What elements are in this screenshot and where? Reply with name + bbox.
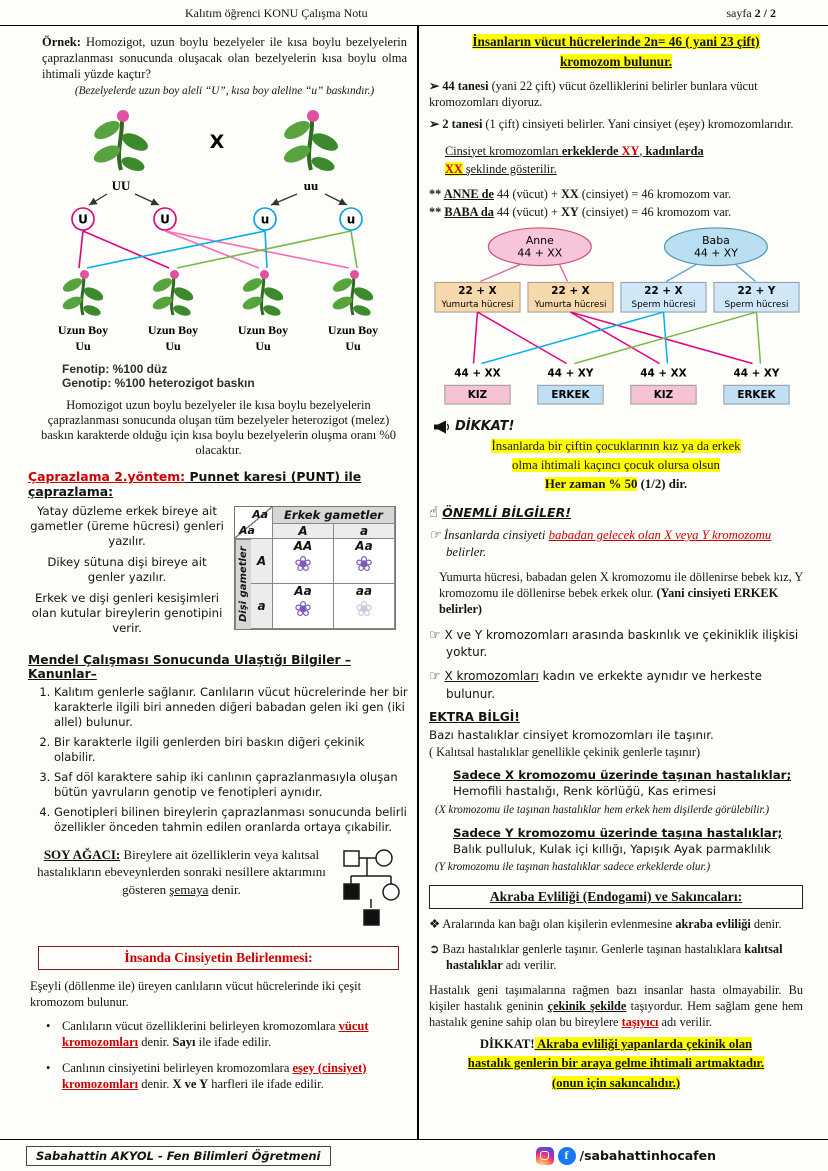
female-gamete-A: A xyxy=(251,539,273,584)
offspring-plant-3 xyxy=(240,270,284,318)
zygote-3: 44 + XX xyxy=(640,367,687,380)
page-header xyxy=(0,0,828,26)
offspring-genotype: Uu xyxy=(254,339,271,354)
x-chromosome-note: ☞ X kromozomları kadın ve erkekte aynıdır ve herkeste bulunur. xyxy=(429,669,763,701)
sex-result-3: KIZ xyxy=(653,389,674,402)
consanguineous-definition: ❖ Aralarında kan bağı olan kişilerin evlenmesine akraba evliliği denir. xyxy=(429,917,782,931)
mendel-law-2: 2. Bir karakterle ilgili genlerden biri baskın diğeri çekinik olabilir. xyxy=(54,735,409,765)
page-number xyxy=(726,6,776,21)
sex-chromosome-line: ➢ 2 tanesi (1 çift) cinsiyeti belirler. Yani cinsiyet (eşey) kromozomlarıdır. xyxy=(429,116,794,131)
cell-genotype: AA xyxy=(293,539,313,554)
hand-icon: ☝ xyxy=(429,503,439,522)
sex-result-1: KIZ xyxy=(467,389,488,402)
pedigree-diagram xyxy=(339,846,409,934)
body-chromosomes-bullet: • Canlıların vücut özelliklerini belirleyen kromozomlara vücut kromozomları denir. Sayı ile ifade edilir. xyxy=(46,1019,369,1050)
punnett-heading-red: Çaprazlama 2.yöntem: xyxy=(28,469,186,485)
punnett-heading xyxy=(28,469,409,499)
cell-genotype: Aa xyxy=(294,584,312,599)
punnett-desc-line2: Dikey sütuna dişi bireye ait genler yazılır. xyxy=(47,555,207,585)
hereditary-diseases-definition: ➲ Bazı hastalıklar genlerle taşınır. Genlerle taşınan hastalıklara kalıtsal hastalıklar adı verilir. xyxy=(429,941,783,973)
pedigree-text-end: denir. xyxy=(208,881,241,897)
zygote-1: 44 + XX xyxy=(454,367,501,380)
page-num: 2 / 2 xyxy=(754,6,776,20)
x-linked-diseases xyxy=(453,768,803,800)
mendel-laws-list xyxy=(54,685,409,834)
zygote-2: 44 + XY xyxy=(547,367,594,380)
pedigree-underlined: şemaya xyxy=(169,881,209,897)
flower-icon: ❀ xyxy=(355,597,373,622)
gamete-arrows xyxy=(480,265,755,282)
corner-female-genotype: Aa xyxy=(239,524,255,538)
cell-genotype: Aa xyxy=(355,539,373,554)
offspring-plant-4 xyxy=(330,270,374,318)
punnett-cell-Aa1 xyxy=(334,539,395,584)
punnett-square xyxy=(234,506,396,630)
xy-xx-statement: Cinsiyet kromozomları erkeklerde XY, kadınlarda XX şeklinde gösterilir. xyxy=(445,143,704,176)
megaphone-icon xyxy=(433,420,449,434)
mother-label: Anne xyxy=(525,234,554,248)
male-gamete-A: A xyxy=(273,524,334,539)
pea-cross-diagram xyxy=(33,102,405,358)
punnett-cell-AA xyxy=(273,539,334,584)
attention-block-2: DİKKAT! Akraba evliliği yapanlarda çekinik olan hastalık genlerin bir araya gelme ihtimali artmaktadır. (onun için sakıncalıdır.) xyxy=(467,1037,765,1090)
y-diseases-list: Balık pulluluk, Kulak içi kıllığı, Yapışık Ayak parmaklılık xyxy=(453,841,771,856)
cell-genotype: aa xyxy=(355,584,373,599)
left-column xyxy=(28,32,409,1101)
y-diseases-heading: Sadece Y kromozomu üzerinde taşına hastalıklar; xyxy=(453,825,783,840)
pointer-icon: ☞ xyxy=(429,669,441,685)
punnett-description xyxy=(28,504,226,642)
punnett-heading-rest: Punnet karesi (PUNT) ile çaprazlama: xyxy=(28,469,362,500)
female-gamete-a: a xyxy=(251,584,273,629)
sex-chromosomes-term: eşey (cinsiyet) kromozomları xyxy=(62,1060,367,1091)
mendel-law-3: 3. Saf döl karaktere sahip iki canlının çaprazlanmasıyla oluşan bütün yavruların genotip ve fenotipleri aynıdır. xyxy=(54,770,409,800)
example-label: Örnek: xyxy=(42,35,81,49)
father-label: Baba xyxy=(702,234,730,248)
female-gametes-header: Dişi gametler xyxy=(235,539,251,629)
example-question xyxy=(28,32,409,98)
cross-lines xyxy=(79,231,357,268)
chromosome-count-title: İnsanların vücut hücrelerinde 2n= 46 ( yani 23 çift) kromozom bulunur. xyxy=(472,34,760,69)
sperm1-chromosomes: 22 + X xyxy=(644,285,683,298)
example-body: Homozigot, uzun boylu bezelyeler ile kısa boylu bezelyelerin çaprazlanması sonucunda oluşacak olan bezelyelerin kısa boylu olma ihtimali yüzde kaçtır? xyxy=(42,35,407,81)
x-diseases-note: (X kromozomu ile taşınan hastalıklar hem erkek hem dişilerde görülebilir.) xyxy=(435,804,770,817)
father-chromosomes-line: ** BABA da 44 (vücut) + XY (cinsiyet) = 46 kromozom var. xyxy=(429,205,732,220)
offspring-plant-2 xyxy=(150,270,194,318)
fertilization-lines xyxy=(474,312,761,363)
offspring-label: Uzun Boy xyxy=(327,323,378,338)
attention-header xyxy=(433,419,803,434)
cross-explanation: Homozigot uzun boylu bezelyeler ile kısa boylu bezelyelerin çaprazlanması sonucunda oluşan tüm bezelyeler heterozigot (melez) baskın karakterde olduğu için kısa boylu bezelyelerin oluşma oranı %0 olacaktır. xyxy=(40,398,397,458)
pedigree-text: Bireylere ait özelliklerin veya kalıtsal hastalıkların ebeveynlerden sonraki nesillere aktarımını gösteren xyxy=(37,846,326,897)
parent-plant-2 xyxy=(281,110,340,174)
instagram-icon xyxy=(536,1147,554,1165)
social-handle: /sabahattinhocafen xyxy=(579,1148,716,1163)
consanguineous-marriage-heading: Akraba Evliliği (Endogami) ve Sakıncaları: xyxy=(489,889,743,904)
probability-statement: İnsanlarda bir çiftin çocuklarının kız ya da erkek olma ihtimali kaçıncı çocuk olursa olsun Her zaman % 50 (1/2) dir. xyxy=(491,439,741,491)
chromosome-bullets xyxy=(46,1018,409,1092)
sex-determination-intro: Eşeyli (döllenme ile) üreyen canlıların vücut hücrelerinde iki çeşit kromozom bulunur. xyxy=(30,978,362,1009)
arrow-icon: ➢ xyxy=(429,78,440,93)
column-divider xyxy=(417,26,419,1139)
attention-label: DİKKAT! xyxy=(455,419,515,435)
sperm2-chromosomes: 22 + Y xyxy=(737,285,776,298)
pea-cross-figure xyxy=(28,102,409,362)
y-linked-diseases xyxy=(453,826,803,858)
egg1-label: Yumurta hücresi xyxy=(441,300,514,311)
mendel-heading: Mendel Çalışması Sonucunda Ulaştığı Bilgiler –Kanunlar– xyxy=(28,653,352,682)
sex-chromosomes-bullet: • Canlının cinsiyetini belirleyen kromozomlara eşey (cinsiyet) kromozomları denir. X ve Y harfleri ile ifade edilir. xyxy=(46,1060,367,1091)
sex-result-4: ERKEK xyxy=(737,389,776,402)
sex-result-2: ERKEK xyxy=(551,389,590,402)
pedigree-definition xyxy=(28,846,335,899)
punnett-cell-aa xyxy=(334,584,395,629)
bullet-icon: • xyxy=(46,1060,51,1075)
egg1-chromosomes: 22 + X xyxy=(458,285,497,298)
parent-plant-1 xyxy=(91,110,150,174)
egg2-chromosomes: 22 + X xyxy=(551,285,590,298)
mother-chromosomes: 44 + XX xyxy=(517,247,563,261)
punnett-section xyxy=(28,504,409,642)
cross-symbol: X xyxy=(209,131,224,154)
arrow-icon: ➢ xyxy=(429,116,440,131)
x-diseases-heading: Sadece X kromozomu üzerinde taşınan hastalıklar; xyxy=(453,768,792,783)
body-chromosome-line: ➢ 44 tanesi (yani 22 çift) vücut özelliklerini belirler bunlara vücut kromozomları diyoruz. xyxy=(429,78,758,109)
offspring-genotype: Uu xyxy=(164,339,181,354)
body-chromosomes-term: vücut kromozomları xyxy=(62,1019,369,1050)
gamete-3: u xyxy=(260,212,269,227)
punnett-desc-line3: Erkek ve dişi genleri kesişimleri olan kutular bireylerin genotipini verir. xyxy=(31,591,223,636)
flower-icon: ❀ xyxy=(294,597,312,622)
gamete-1: U xyxy=(77,212,88,227)
extra-info-heading: EKTRA BİLGİ! xyxy=(429,710,520,725)
flower-icon: ❀ xyxy=(294,552,312,577)
pointer-icon: ☞ xyxy=(429,627,441,643)
sex-determination-heading-box xyxy=(38,946,399,970)
zygote-4: 44 + XY xyxy=(733,367,780,380)
mother-chromosomes-line: ** ANNE de 44 (vücut) + XX (cinsiyet) = 46 kromozom var. xyxy=(429,187,732,202)
consanguineous-marriage-heading-box xyxy=(429,885,803,909)
parent1-genotype: UU xyxy=(111,178,130,194)
sex-determination-diagram xyxy=(429,224,803,412)
offspring-label: Uzun Boy xyxy=(57,323,108,338)
document-title: Kalıtım öğrenci KONU Çalışma Notu xyxy=(185,6,368,20)
example-note: (Bezelyelerde uzun boy aleli “U”, kısa boy aleline “u” baskındır.) xyxy=(74,85,375,97)
carrier-explanation: Hastalık geni taşımalarına rağmen bazı insanlar hasta olmayabilir. Bu kişiler hastalık geninin çekinik şekilde taşıyordur. Hem sağlam gene hem hastalık genine sahip olan bu bireylere taşıyıcı adı verilir. xyxy=(429,982,803,1030)
diamond-icon: ❖ xyxy=(429,917,441,931)
phenotype-result: Fenotip: %100 düz xyxy=(62,362,168,377)
punnett-desc-line1: Yatay düzleme erkek bireye ait gametler (üreme hücresi) genleri yazılır. xyxy=(30,504,224,549)
offspring-label: Uzun Boy xyxy=(147,323,198,338)
turn-arrow-icon: ➲ xyxy=(429,941,440,956)
offspring-plant-1 xyxy=(60,270,104,318)
offspring-genotype: Uu xyxy=(74,339,91,354)
sex-determined-by-father: ☞ İnsanlarda cinsiyeti babadan gelecek olan X veya Y kromozomu belirler. xyxy=(429,527,772,560)
y-diseases-note: (Y kromozomu ile taşınan hastalıklar sadece erkeklerde olur.) xyxy=(435,861,711,874)
father-chromosomes: 44 + XY xyxy=(693,247,738,261)
flower-icon: ❀ xyxy=(355,552,373,577)
social-links xyxy=(536,1147,716,1165)
pedigree-section xyxy=(28,846,409,934)
male-gametes-header: Erkek gametler xyxy=(273,507,395,524)
x-diseases-list: Hemofili hastalığı, Renk körlüğü, Kas erimesi xyxy=(453,784,716,799)
offspring-label: Uzun Boy xyxy=(237,323,288,338)
teacher-name: Sabahattin AKYOL - Fen Bilimleri Öğretmeni xyxy=(36,1148,321,1163)
facebook-icon: f xyxy=(558,1147,576,1165)
parent2-genotype: uu xyxy=(303,178,318,194)
mendel-law-4: 4. Genotipleri bilinen bireylerin çaprazlanması sonucunda belirli özellikler önceden tahmin edilen oranlarda ortaya çıkabilir. xyxy=(54,805,409,835)
page-label: sayfa xyxy=(726,6,755,20)
sperm1-label: Sperm hücresi xyxy=(631,300,696,311)
corner-male-genotype: Aa xyxy=(252,508,268,522)
attention-label: DİKKAT! xyxy=(479,1037,535,1052)
important-info-heading: ☝ ÖNEMLİ BİLGİLER! xyxy=(429,503,572,522)
extra-info-line1: Bazı hastalıklar cinsiyet kromozomları ile taşınır. xyxy=(429,727,714,742)
offspring-genotype: Uu xyxy=(344,339,361,354)
sperm2-label: Sperm hücresi xyxy=(724,300,789,311)
attention-block-1 xyxy=(429,419,803,493)
pedigree-label: SOY AĞACI: xyxy=(43,846,121,862)
fertilization-explanation: Yumurta hücresi, babadan gelen X kromozomu ile döllenirse bebek kız, Y kromozomu ile döllenirse bebek erkek olur. (Yani cinsiyeti ERKEK belirler) xyxy=(439,569,803,616)
genotype-result: Genotip: %100 heterozigot baskın xyxy=(62,376,255,391)
egg2-label: Yumurta hücresi xyxy=(534,300,607,311)
male-gamete-a: a xyxy=(334,524,395,539)
teacher-name-box xyxy=(26,1146,331,1166)
gamete-2: U xyxy=(159,212,170,227)
right-column xyxy=(429,32,803,1093)
no-dominance-note: ☞ X ve Y kromozomları arasında baskınlık ve çekiniklik ilişkisi yoktur. xyxy=(429,627,799,660)
punnett-corner xyxy=(235,507,273,539)
page-footer xyxy=(0,1139,828,1171)
gamete-4: u xyxy=(346,212,355,227)
mendel-law-1: 1. Kalıtım genlerle sağlanır. Canlıların vücut hücrelerinde her bir karakterle ilgili biri anneden diğeri babadan gelen iki gen (iki allel) bulunur. xyxy=(54,685,409,730)
punnett-cell-Aa2 xyxy=(273,584,334,629)
pointer-icon: ☞ xyxy=(429,527,441,543)
example-text xyxy=(42,34,407,82)
extra-info-line2: ( Kalıtsal hastalıklar genellikle çekinik genlerle taşınır) xyxy=(429,745,701,760)
sex-determination-heading: İnsanda Cinsiyetin Belirlenmesi: xyxy=(124,949,313,965)
bullet-icon: • xyxy=(46,1019,51,1034)
